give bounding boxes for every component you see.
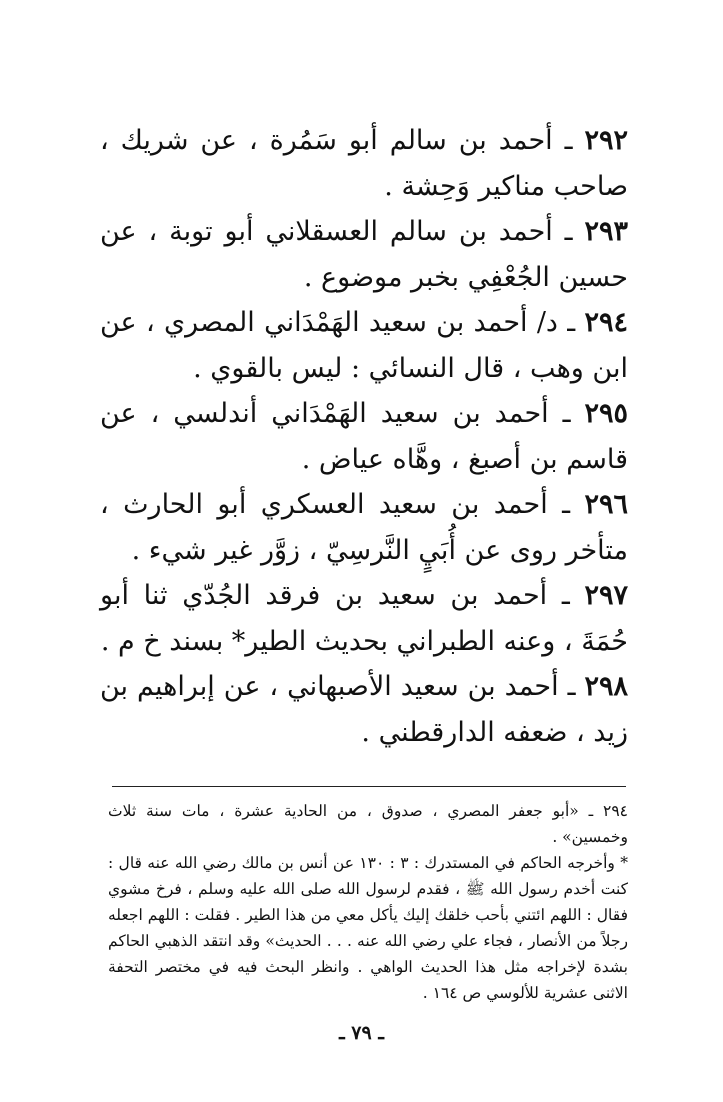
entry-text: ـ أحمد بن سعيد الأصبهاني ، عن إبراهيم بن زيد ، ضعفه الدارقطني . xyxy=(100,671,628,748)
entry-number: ٢٩٧ xyxy=(584,580,628,611)
footnote-294: ٢٩٤ ـ «أبو جعفر المصري ، صدوق ، من الحادية عشرة ، مات سنة ثلاث وخمسين» . xyxy=(108,802,628,846)
entry-number: ٢٩٥ xyxy=(584,398,628,429)
entry-number: ٢٩٣ xyxy=(584,216,628,247)
entry-297 xyxy=(100,573,628,664)
entry-text: ـ أحمد بن سالم العسقلاني أبو توبة ، عن حسين الجُعْفِي بخبر موضوع . xyxy=(100,216,628,293)
entry-298 xyxy=(100,664,628,755)
footnote-divider xyxy=(112,786,626,787)
footnote-star: * وأخرجه الحاكم في المستدرك : ٣ : ١٣٠ عن أنس بن مالك رضي الله عنه قال : كنت أخدم رسول الله ﷺ ، فقدم لرسول الله صلى الله عليه وسلم ، فرخ مشوي فقال : اللهم ائتني بأحب خلقك إليك يأكل معي من هذا الطير . فقلت : اللهم اجعله رجلاً من الأنصار ، فجاء علي رضي الله عنه . . . الحديث» وقد انتقد الذهبي الحاكم بشدة لإخراجه مثل هذا الحديث الواهي . وانظر البحث فيه في مختصر التحفة الاثنى عشرية للألوسي ص ١٦٤ . xyxy=(108,854,629,1002)
main-text xyxy=(100,118,628,755)
entry-295 xyxy=(100,391,628,482)
entry-text: ـ أحمد بن سعيد العسكري أبو الحارث ، متأخر روى عن أُبَيٍ النَّرسِيّ ، زوَّر غير شيء . xyxy=(100,489,628,566)
entry-number: ٢٩٢ xyxy=(584,125,628,156)
entry-text: ـ د/ أحمد بن سعيد الهَمْدَاني المصري ، عن ابن وهب ، قال النسائي : ليس بالقوي . xyxy=(100,307,628,384)
entry-text: ـ أحمد بن سعيد الهَمْدَاني أندلسي ، عن قاسم بن أصبغ ، وهَّاه عياض . xyxy=(100,398,628,475)
entry-294 xyxy=(100,300,628,391)
entry-text: ـ أحمد بن سالم أبو سَمُرة ، عن شريك ، صاحب مناكير وَحِشة . xyxy=(100,125,628,202)
entry-296 xyxy=(100,482,628,573)
page-number: ـ ٧٩ ـ xyxy=(339,1022,384,1044)
entry-number: ٢٩٨ xyxy=(584,671,628,702)
entry-292 xyxy=(100,118,628,209)
entry-293 xyxy=(100,209,628,300)
entry-number: ٢٩٤ xyxy=(584,307,628,338)
footnotes xyxy=(108,798,628,1006)
entry-number: ٢٩٦ xyxy=(584,489,628,520)
entry-text: ـ أحمد بن سعيد بن فرقد الجُدّي ثنا أبو حُمَةَ ، وعنه الطبراني بحديث الطير* بسند خ م . xyxy=(100,580,628,657)
